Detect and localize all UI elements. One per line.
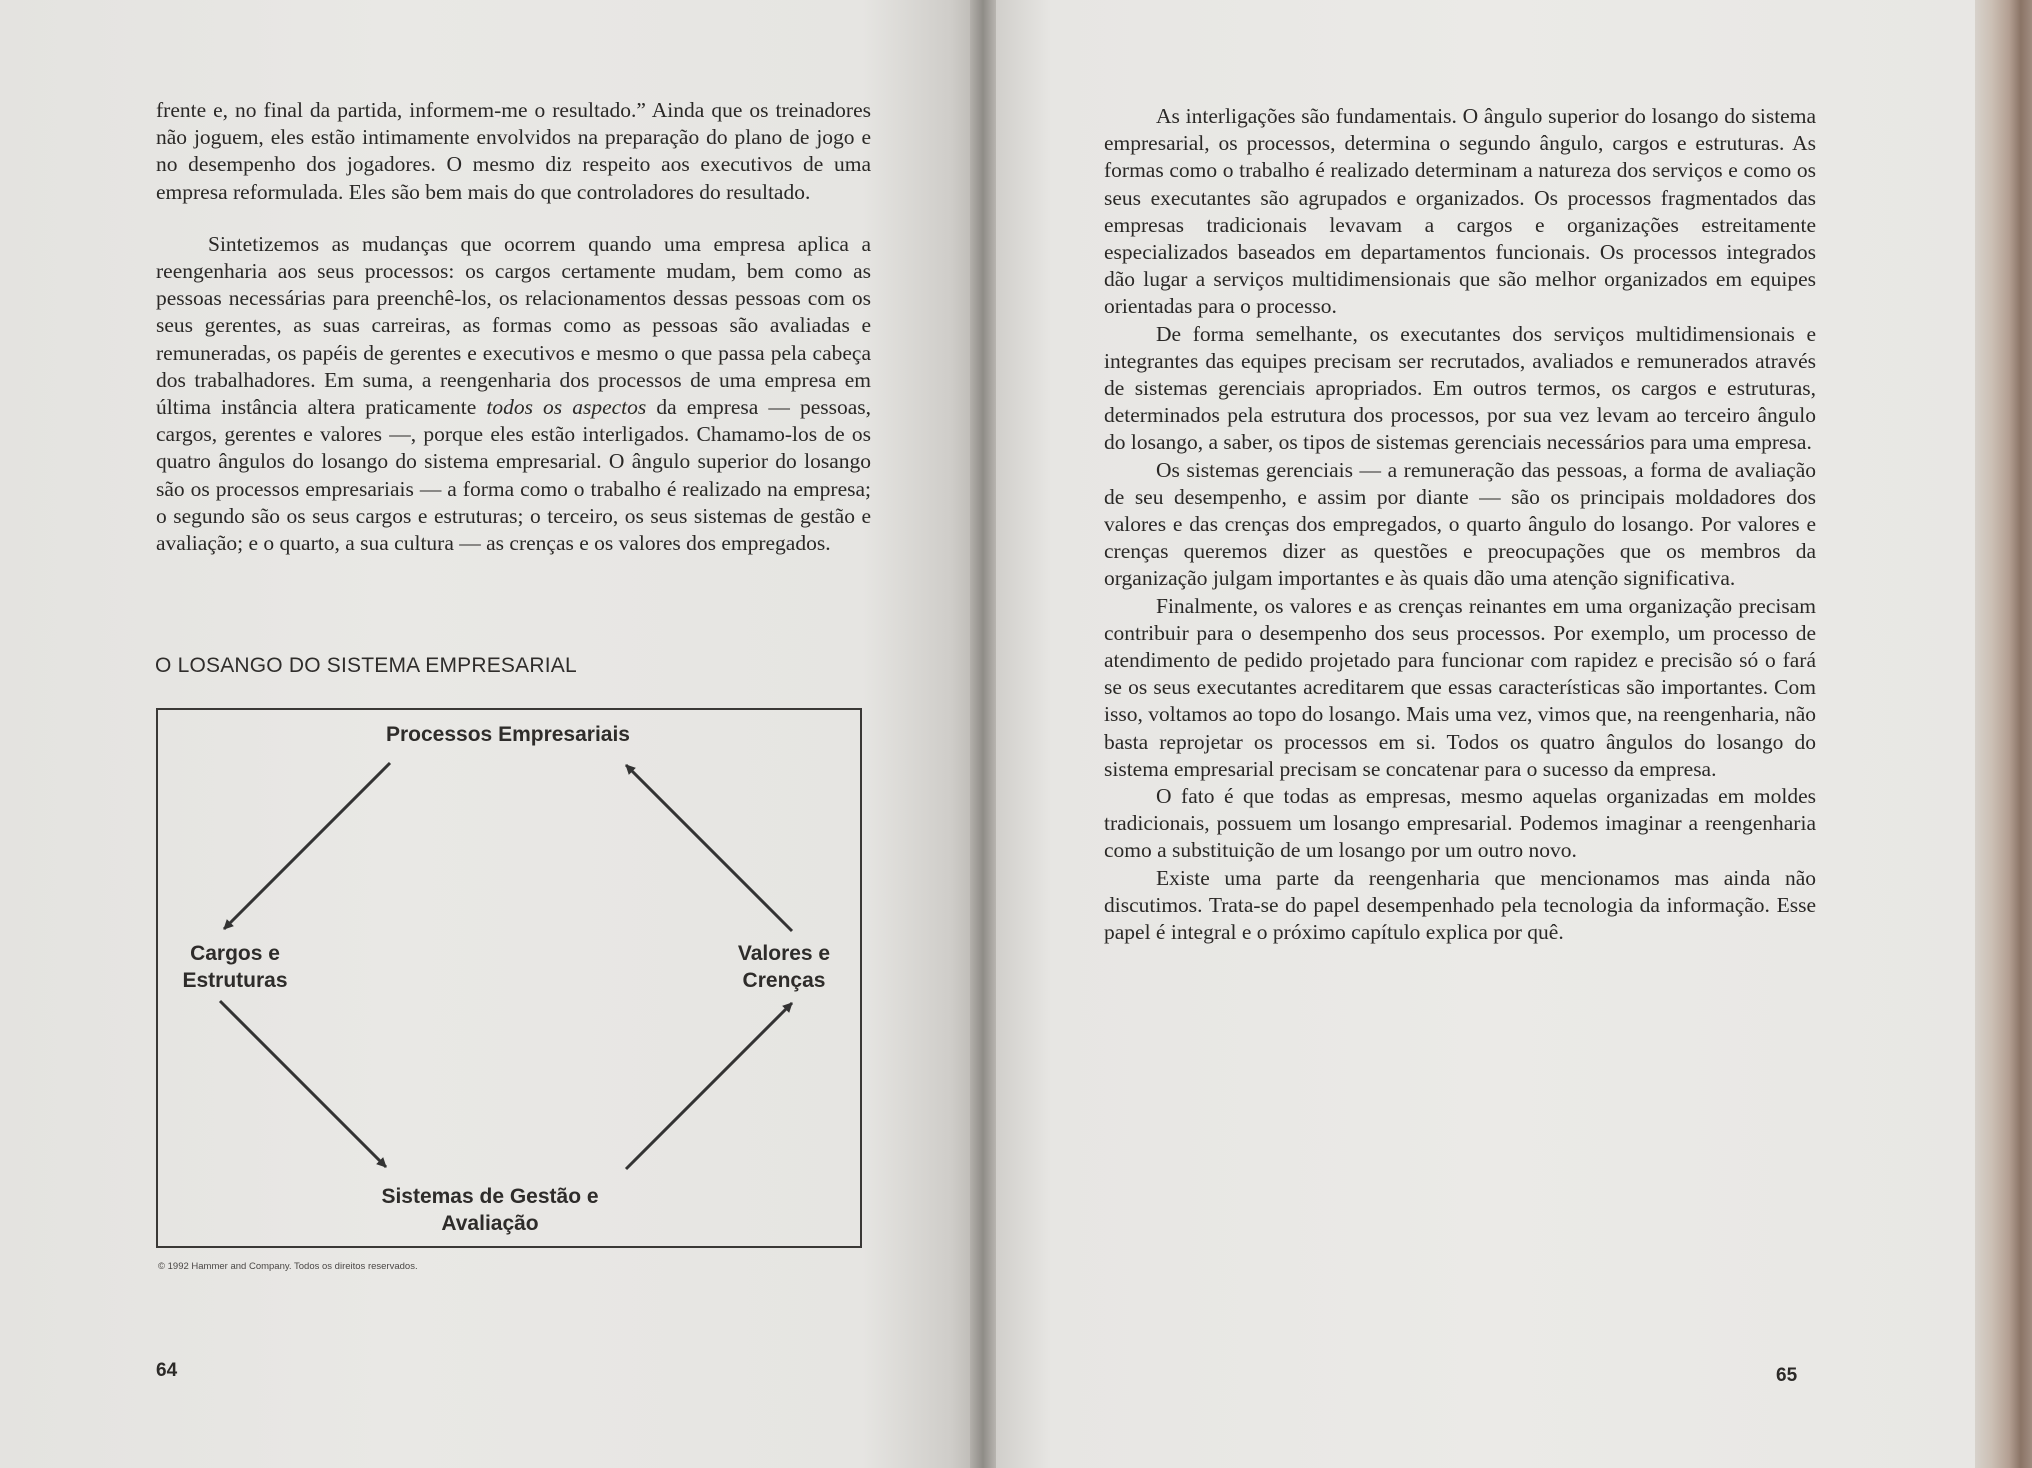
figure-copyright: © 1992 Hammer and Company. Todos os direitos reservados. <box>158 1261 418 1272</box>
book-spine-gutter <box>970 0 996 1468</box>
right-paragraph-1: As interligações são fundamentais. O ângulo superior do losango do sistema empresarial, os processos, determina o segundo ângulo, cargos e estruturas. As formas como o trabalho é realizado determinam a natureza dos serviços e como os seus executantes são agrupados e organizados. Os processos fragmentados das empresas tradicionais levavam a cargos e organizações estreitamente especializados baseados em departamentos funcionais. Os processos integrados dão lugar a serviços multidimensionais que são melhor organizados em equipes orientadas para o processo. <box>1104 104 1816 319</box>
arrow-valores-to-processos <box>626 765 792 931</box>
right-paragraph-3: Os sistemas gerenciais — a remuneração das pessoas, a forma de avaliação de seu desempenho, e assim por diante — são os principais moldadores dos valores e das crenças dos empregados, o quarto ângulo do losango. Por valores e crenças queremos dizer as questões e preocupações que os membros da organização julgam importantes e às quais dão uma atenção significativa. <box>1104 457 1816 591</box>
arrow-sistemas-to-valores <box>626 1003 792 1169</box>
emphasis-all-aspects: todos os aspectos <box>486 395 647 420</box>
right-paragraph-5: O fato é que todas as empresas, mesmo aquelas organizadas em moldes tradicionais, possuem um losango empresarial. Podemos imaginar a reengenharia como a substituição de um losango por um outro novo. <box>1104 784 1816 863</box>
diagram-label-right: Valores e Crenças <box>737 942 831 992</box>
diagram-label-left: Cargos e Estruturas <box>182 942 288 992</box>
right-paragraph-2: De forma semelhante, os executantes dos serviços multidimensionais e integrantes das equipes precisam ser recrutados, avaliados e remunerados através de sistemas gerenciais apropriados. Em outros termos, os cargos e estruturas, determinados pela estrutura dos processos, por sua vez levam ao terceiro ângulo do losango, a saber, os tipos de sistemas gerenciais necessários para uma empresa. <box>1104 321 1816 455</box>
arrow-processes-to-cargos <box>224 763 390 929</box>
left-paragraph-2-text: Sintetizemos as mudanças que ocorrem quando uma empresa aplica a reengenharia aos seus processos: os cargos certamente mudam, bem como as pessoas necessárias para preenchê-los, os relacionamentos dessas pessoas com os seus gerentes, as suas carreiras, as formas como as pessoas são avaliadas e remuneradas, os papéis de gerentes e executivos e mesmo o que passa pela cabeça dos trabalhadores. Em suma, a reengenharia dos processos de uma empresa em última instância altera praticamente <box>156 231 871 420</box>
arrow-cargos-to-sistemas <box>220 1001 386 1167</box>
left-paragraph-2 <box>156 231 871 557</box>
right-paragraph-6: Existe uma parte da reengenharia que mencionamos mas ainda não discutimos. Trata-se do papel desempenhado pela tecnologia da informação. Esse papel é integral e o próximo capítulo explica por quê. <box>1104 865 1816 945</box>
left-page-body <box>156 97 871 557</box>
page-number-right: 65 <box>1776 1365 1798 1386</box>
book-cover-edge <box>1975 0 2032 1468</box>
left-paragraph-1: frente e, no final da partida, informem-me o resultado.” Ainda que os treinadores não joguem, eles estão intimamente envolvidos na preparação do plano de jogo e no desempenho dos jogadores. O mesmo diz respeito aos executivos de uma empresa reformulada. Eles são bem mais do que controladores do resultado. <box>156 98 871 204</box>
section-title: O LOSANGO DO SISTEMA EMPRESARIAL <box>155 654 577 677</box>
diagram-label-bottom: Sistemas de Gestão e Avaliação <box>381 1185 599 1235</box>
right-paragraph-4: Finalmente, os valores e as crenças reinantes em uma organização precisam contribuir para o desempenho dos seus processos. Por exemplo, um processo de atendimento de pedido projetado para funcionar com rapidez e precisão só o fará se os seus executantes acreditarem que essas características são importantes. Com isso, voltamos ao topo do losango. Mais uma vez, vimos que, na reengenharia, não basta reprojetar os processos em si. Todos os quatro ângulos do losango do sistema empresarial precisam se concatenar para o sucesso da empresa. <box>1104 593 1816 781</box>
diamond-diagram <box>156 708 862 1248</box>
diagram-label-top: Processos Empresariais <box>386 723 630 746</box>
right-page-body <box>1104 103 1816 946</box>
left-paragraph-2-continued: da empresa — pessoas, cargos, gerentes e valores —, porque eles estão interligados. Chamamo-los de os quatro ângulos do losango do sistema empresarial. O ângulo superior do losango são os processos empresariais — a forma como o trabalho é realizado na empresa; o segundo são os seus cargos e estruturas; o terceiro, os seus sistemas de gestão e avaliação; e o quarto, a sua cultura — as crenças e os valores dos empregados. <box>156 395 872 556</box>
page-number-left: 64 <box>156 1360 178 1381</box>
